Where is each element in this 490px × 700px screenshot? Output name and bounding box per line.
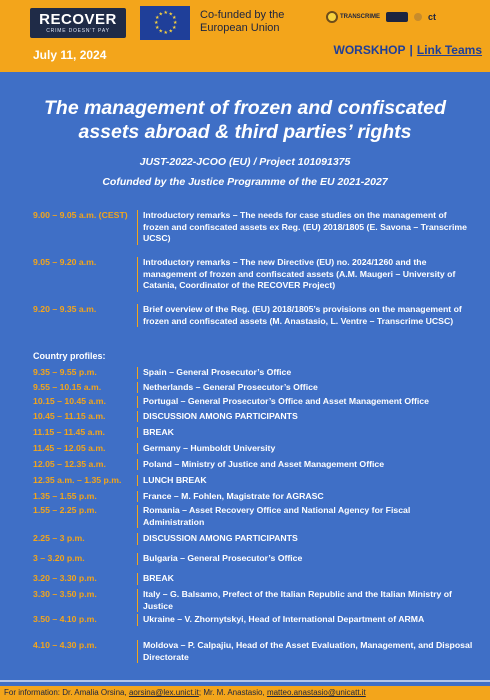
eu-flag-icon — [140, 6, 190, 40]
svg-text:★: ★ — [168, 28, 173, 35]
workshop-header — [334, 43, 483, 57]
agenda-row — [33, 257, 473, 304]
svg-text:★: ★ — [163, 10, 168, 16]
svg-text:★: ★ — [158, 11, 163, 18]
agenda-time: 1.55 – 2.25 p.m. — [33, 505, 97, 515]
agenda-row — [33, 614, 473, 640]
agenda-row — [33, 396, 473, 411]
country-profiles-label: Country profiles: — [33, 351, 106, 361]
agenda-desc: DISCUSSION AMONG PARTICIPANTS — [137, 411, 473, 423]
agenda-row — [33, 505, 473, 533]
event-date: July 11, 2024 — [33, 48, 107, 62]
agenda-row — [33, 382, 473, 397]
agenda-desc: Portugal – General Prosecutor’s Office and Asset Management Office — [137, 396, 473, 408]
eu-cofunded-text: Co-funded by the European Union — [200, 9, 285, 34]
svg-text:★: ★ — [155, 15, 160, 21]
transcrime-logo — [326, 11, 380, 23]
agenda-time: 11.15 – 11.45 a.m. — [33, 426, 105, 437]
svg-text:★: ★ — [172, 15, 177, 21]
recover-logo-name: RECOVER — [39, 10, 117, 28]
svg-text:★: ★ — [168, 11, 173, 18]
agenda-time: 12.05 – 12.35 a.m. — [33, 458, 106, 469]
agenda-row — [33, 459, 473, 475]
agenda-row — [33, 411, 473, 427]
agenda-desc: Italy – G. Balsamo, Prefect of the Italian Republic and the Italian Ministry of Justice — [137, 589, 473, 612]
recover-logo-tag: CRIME DOESN'T PAY — [46, 27, 110, 34]
funding-note: Cofunded by the Justice Programme of the EU 2021-2027 — [102, 176, 388, 188]
workshop-label: WORSKHOP — [333, 43, 406, 57]
agenda-time: 12.35 a.m. – 1.35 p.m. — [33, 474, 122, 485]
agenda-row — [33, 640, 473, 666]
agenda-desc: Introductory remarks – The new Directive (EU) no. 2024/1260 and the management of frozen and confiscated assets (A.M. Maugeri – University of Catania, Coordinator of the RECOVER Project) — [137, 257, 473, 292]
svg-text:★: ★ — [155, 25, 160, 31]
agenda-desc: Ukraine – V. Zhornytskyi, Head of International Department of ARMA — [137, 614, 473, 626]
agenda-row — [33, 367, 473, 382]
seal-logo-icon — [414, 13, 422, 21]
agenda-time: 4.10 – 4.30 p.m. — [33, 640, 97, 650]
agenda-row — [33, 533, 473, 553]
email-link-orsina[interactable]: aorsina@lex.unict.it — [128, 688, 199, 697]
partner-logo-text: ct — [428, 12, 437, 22]
teams-link[interactable]: Link Teams — [416, 43, 482, 57]
agenda-desc: Spain – General Prosecutor’s Office — [137, 367, 473, 379]
agenda-time: 9.05 – 9.20 a.m. — [33, 257, 97, 267]
agenda-time: 3.30 – 3.50 p.m. — [33, 589, 97, 599]
agenda-time: 3.20 – 3.30 p.m. — [33, 573, 97, 583]
agenda-desc: Netherlands – General Prosecutor’s Office — [137, 382, 473, 394]
footer-middle: ; Mr. M. Anastasio, — [198, 688, 265, 697]
agenda-desc: DISCUSSION AMONG PARTICIPANTS — [137, 533, 473, 545]
agenda-time: 1.35 – 1.55 p.m. — [33, 490, 97, 501]
header-bar — [0, 0, 490, 72]
agenda-row — [33, 589, 473, 614]
agenda-intro — [33, 210, 473, 344]
agenda-time: 9.00 – 9.05 a.m. (CEST) — [33, 210, 128, 220]
project-code: JUST-2022-JCOO (EU) / Project 101091375 — [139, 156, 351, 168]
agenda-desc: Brief overview of the Reg. (EU) 2018/1805’s provisions on the management of frozen and confiscated assets (M. Anastasio, L. Ventre – Transcrime UCSC) — [137, 304, 473, 327]
agenda-row — [33, 491, 473, 506]
agenda-desc: LUNCH BREAK — [137, 475, 473, 487]
svg-text:★: ★ — [172, 25, 177, 31]
svg-text:★: ★ — [173, 20, 178, 26]
agenda-row — [33, 210, 473, 257]
svg-text:★: ★ — [154, 20, 159, 26]
agenda-row — [33, 443, 473, 459]
agenda-desc: BREAK — [137, 427, 473, 439]
footer-prefix: For information: Dr. Amalia Orsina, — [4, 688, 127, 697]
agenda-time: 10.45 – 11.15 a.m. — [33, 410, 106, 421]
agenda-desc: Germany – Humboldt University — [137, 443, 473, 455]
workshop-separator: | — [409, 43, 413, 57]
agenda-time: 3 – 3.20 p.m. — [33, 553, 85, 563]
agenda-desc: BREAK — [137, 573, 473, 585]
agenda-desc: Romania – Asset Recovery Office and National Agency for Fiscal Administration — [137, 505, 473, 528]
svg-text:★: ★ — [158, 28, 163, 35]
agenda-time: 2.25 – 3 p.m. — [33, 533, 85, 543]
agenda-time: 11.45 – 12.05 a.m. — [33, 442, 106, 453]
agenda-desc: Poland – Ministry of Justice and Asset Management Office — [137, 459, 473, 471]
email-link-anastasio[interactable]: matteo.anastasio@unicatt.it — [266, 688, 366, 697]
agenda-row — [33, 304, 473, 344]
footer-divider — [0, 680, 490, 682]
agenda-countries — [33, 367, 473, 666]
transcrime-logo-text: TRANSCRIME — [340, 14, 380, 20]
transcrime-icon — [326, 11, 338, 23]
agenda-row — [33, 573, 473, 589]
agenda-time: 10.15 – 10.45 a.m. — [33, 396, 106, 406]
agenda-desc: Bulgaria – General Prosecutor’s Office — [137, 553, 473, 565]
agenda-row — [33, 553, 473, 573]
footer-contact — [0, 686, 490, 700]
agenda-time: 3.50 – 4.10 p.m. — [33, 614, 97, 624]
agenda-desc: Moldova – P. Calpajiu, Head of the Asset Evaluation, Management, and Disposal Directorate — [137, 640, 473, 663]
partner-logos — [326, 8, 436, 26]
svg-text:★: ★ — [163, 30, 168, 36]
page-title: The management of frozen and confiscated assets abroad & third parties’ rights — [44, 97, 446, 143]
agenda-time: 9.55 – 10.15 a.m. — [33, 381, 102, 392]
agenda-time: 9.35 – 9.55 p.m. — [33, 367, 97, 377]
agenda-time: 9.20 – 9.35 a.m. — [33, 304, 97, 314]
agenda-desc: France – M. Fohlen, Magistrate for AGRASC — [137, 491, 473, 503]
agenda-desc: Introductory remarks – The needs for case studies on the management of frozen and confiscated assets ex Reg. (EU) 2018/1805 (E. Savona – Transcrime UCSC) — [137, 210, 473, 245]
university-logo-icon — [386, 12, 408, 22]
agenda-row — [33, 427, 473, 443]
recover-logo — [30, 8, 126, 38]
agenda-row — [33, 475, 473, 491]
